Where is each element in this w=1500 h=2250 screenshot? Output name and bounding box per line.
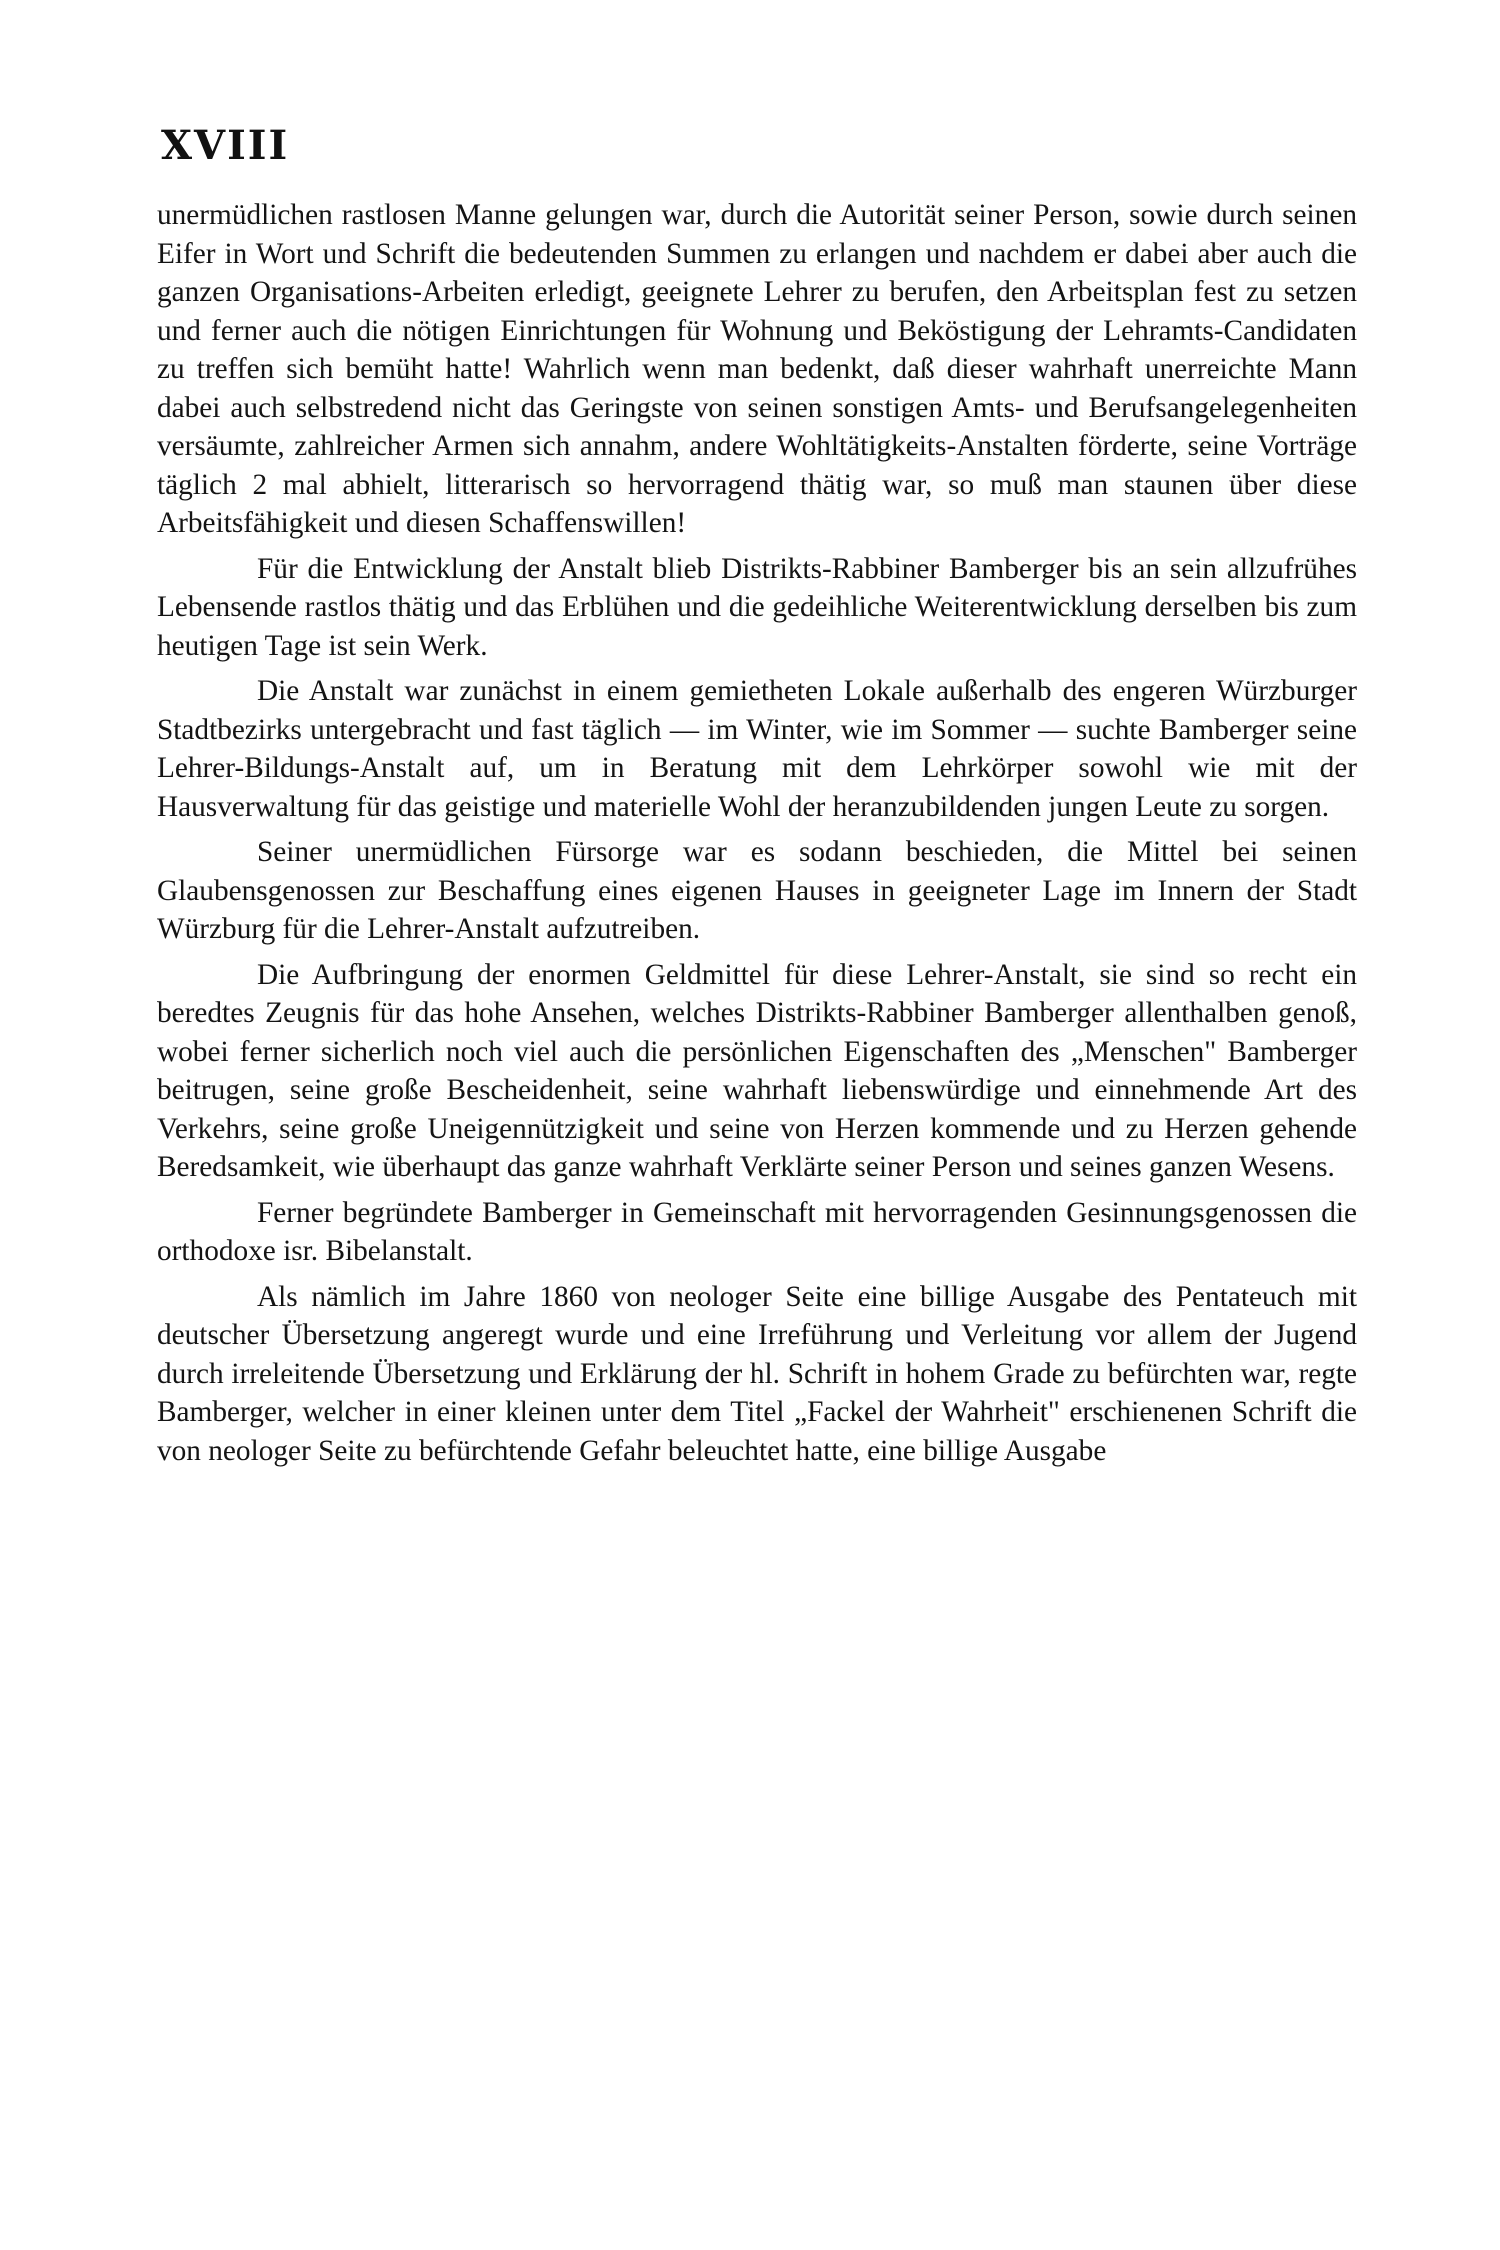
page-number: XVIII [161, 122, 290, 169]
paragraph-2: Für die Entwicklung der Anstalt blieb Distrikts-Rabbiner Bamberger bis an sein allzufrühes Lebensende rastlos thätig und das Erblühen und die gedeihliche Weiterentwicklung derselben bis zum heutigen Tage ist sein Werk. [157, 552, 1357, 662]
paragraph-7: Als nämlich im Jahre 1860 von neologer Seite eine billige Ausgabe des Pentateuch mit deutscher Übersetzung angeregt wurde und eine Irreführung und Verleitung vor allem der Jugend durch irreleitende Übersetzung und Erklärung der hl. Schrift in hohem Grade zu befürchten war, regte Bamberger, welcher in einer kleinen unter dem Titel „Fackel der Wahrheit" erschienenen Schrift die von neologer Seite zu befürchtende Gefahr beleuchtet hatte, eine billige Ausgabe [157, 1280, 1357, 1467]
paragraph-4: Seiner unermüdlichen Fürsorge war es sodann beschieden, die Mittel bei seinen Glaubensgenossen zur Beschaffung eines eigenen Hauses in geeigneter Lage im Innern der Stadt Würzburg für die Lehrer-Anstalt aufzutreiben. [157, 836, 1357, 945]
body-text [157, 196, 1357, 1477]
paragraph-1: unermüdlichen rastlosen Manne gelungen war, durch die Autorität seiner Person, sowie durch seinen Eifer in Wort und Schrift die bedeutenden Summen zu erlangen und nachdem er dabei aber auch die ganzen Organisations-Arbeiten erledigt, geeignete Lehrer zu berufen, den Arbeitsplan fest zu setzen und ferner auch die nötigen Einrichtungen für Wohnung und Beköstigung der Lehramts-Candidaten zu treffen sich bemüht hatte! Wahrlich wenn man bedenkt, daß dieser wahrhaft unerreichte Mann dabei auch selbstredend nicht das Geringste von seinen sonstigen Amts- und Berufsangelegenheiten versäumte, zahlreicher Armen sich annahm, andere Wohltätigkeits-Anstalten förderte, seine Vorträge täglich 2 mal abhielt, litterarisch so hervorragend thätig war, so muß man staunen über diese Arbeitsfähigkeit und diesen Schaffenswillen! [157, 199, 1357, 539]
paragraph-6: Ferner begründete Bamberger in Gemeinschaft mit hervorragenden Gesinnungsgenossen die orthodoxe isr. Bibelanstalt. [157, 1196, 1357, 1267]
paragraph-3: Die Anstalt war zunächst in einem gemietheten Lokale außerhalb des engeren Würzburger Stadtbezirks untergebracht und fast täglich — im Winter, wie im Sommer — suchte Bamberger seine Lehrer-Bildungs-Anstalt auf, um in Beratung mit dem Lehrkörper sowohl wie mit der Hausverwaltung für das geistige und materielle Wohl der heranzubildenden jungen Leute zu sorgen. [157, 675, 1357, 823]
paragraph-5: Die Aufbringung der enormen Geldmittel für diese Lehrer-Anstalt, sie sind so recht ein beredtes Zeugnis für das hohe Ansehen, welches Distrikts-Rabbiner Bamberger allenthalben genoß, wobei ferner sicherlich noch viel auch die persönlichen Eigenschaften des „Menschen" Bamberger beitrugen, seine große Bescheidenheit, seine wahrhaft liebenswürdige und einnehmende Art des Verkehrs, seine große Uneigennützigkeit und seine von Herzen kommende und zu Herzen gehende Beredsamkeit, wie überhaupt das ganze wahrhaft Verklärte seiner Person und seines ganzen Wesens. [157, 958, 1357, 1183]
